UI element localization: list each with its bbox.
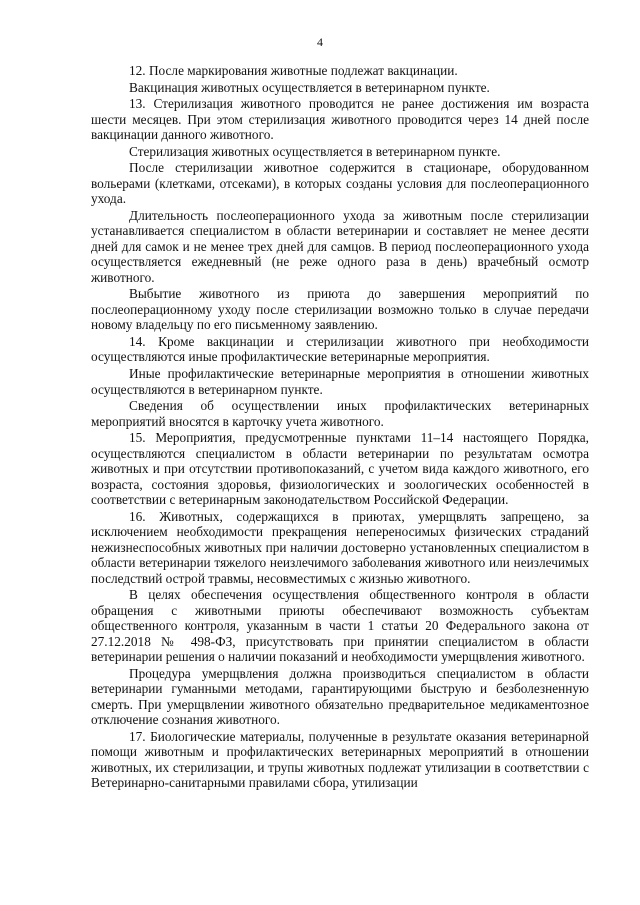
paragraph-17-biomaterials: 17. Биологические материалы, полученные в результате оказания ветеринарной помощи животным и профилактических ветеринарных мероприятий в отношении животных, их стерилизации, и трупы животных подлежат утилизации в соответствии с Ветеринарно-санитарными правилами сбора, утилизации	[91, 728, 589, 791]
paragraph-euthanasia-procedure: Процедура умерщвления должна производиться специалистом в области ветеринарии гуманными методами, гарантирующими быструю и безболезненную смерть. При умерщвлении животного обязательно предварительное медикаментозное отключение сознания животного.	[91, 665, 589, 728]
document-body	[91, 63, 589, 790]
paragraph-15-conditions: 15. Мероприятия, предусмотренные пунктами 11–14 настоящего Порядка, осуществляются специалистом в области ветеринарии по результатам осмотра животных и при отсутствии противопоказаний, с учетом вида каждого животного, его возраста, состояния здоровья, физиологических и зоологических особенностей в соответствии с ветеринарным законодательством Российской Федерации.	[91, 430, 589, 508]
paragraph-other-measures-place: Иные профилактические ветеринарные мероприятия в отношении животных осуществляются в ветеринарном пункте.	[91, 366, 589, 397]
paragraph-shelter-departure: Выбытие животного из приюта до завершения мероприятий по послеоперационному уходу после стерилизации возможно только в случае передачи новому владельцу по его письменному заявлению.	[91, 286, 589, 333]
paragraph-13-sterilization: 13. Стерилизация животного проводится не ранее достижения им возраста шести месяцев. При этом стерилизация животного проводится через 14 дней после вакцинации данного животного.	[91, 96, 589, 143]
paragraph-vaccination-place: Вакцинация животных осуществляется в ветеринарном пункте.	[129, 79, 490, 95]
paragraph-14-other-measures: 14. Кроме вакцинации и стерилизации животного при необходимости осуществляются иные профилактические ветеринарные мероприятия.	[91, 334, 589, 365]
paragraph-12-vaccination: 12. После маркирования животные подлежат вакцинации.	[129, 63, 458, 78]
paragraph-16-euthanasia-ban: 16. Животных, содержащихся в приютах, умерщвлять запрещено, за исключением необходимости прекращения непереносимых физических страданий нежизнеспособных животных при наличии достоверно установленных специалистом в области ветеринарии тяжелого неизлечимого заболевания животного или неизлечимых последствий острой травмы, несовместимых с жизнью животного.	[91, 508, 589, 586]
paragraph-measures-record: Сведения об осуществлении иных профилактических ветеринарных мероприятий вносятся в карточку учета животного.	[91, 398, 589, 429]
paragraph-post-sterilization-housing: После стерилизации животное содержится в стационаре, оборудованном вольерами (клетками, отсеками), в которых созданы условия для послеоперационного ухода.	[91, 160, 589, 207]
paragraph-public-control: В целях обеспечения осуществления общественного контроля в области обращения с животными приюты обеспечивают возможность субъектам общественного контроля, указанным в части 1 статьи 20 Федерального закона от 27.12.2018 № 498-ФЗ, присутствовать при принятии специалистом в области ветеринарии решения о наличии показаний и необходимости умерщвления животного.	[91, 587, 589, 665]
page-number: 4	[317, 35, 323, 49]
paragraph-postoperative-care-duration: Длительность послеоперационного ухода за животным после стерилизации устанавливается специалистом в области ветеринарии и составляет не менее десяти дней для самок и не менее трех дней для самцов. В период послеоперационного ухода осуществляется ежедневный (не реже одного раза в день) врачебный осмотр животного.	[91, 208, 589, 285]
paragraph-sterilization-place: Стерилизация животных осуществляется в ветеринарном пункте.	[129, 143, 501, 159]
